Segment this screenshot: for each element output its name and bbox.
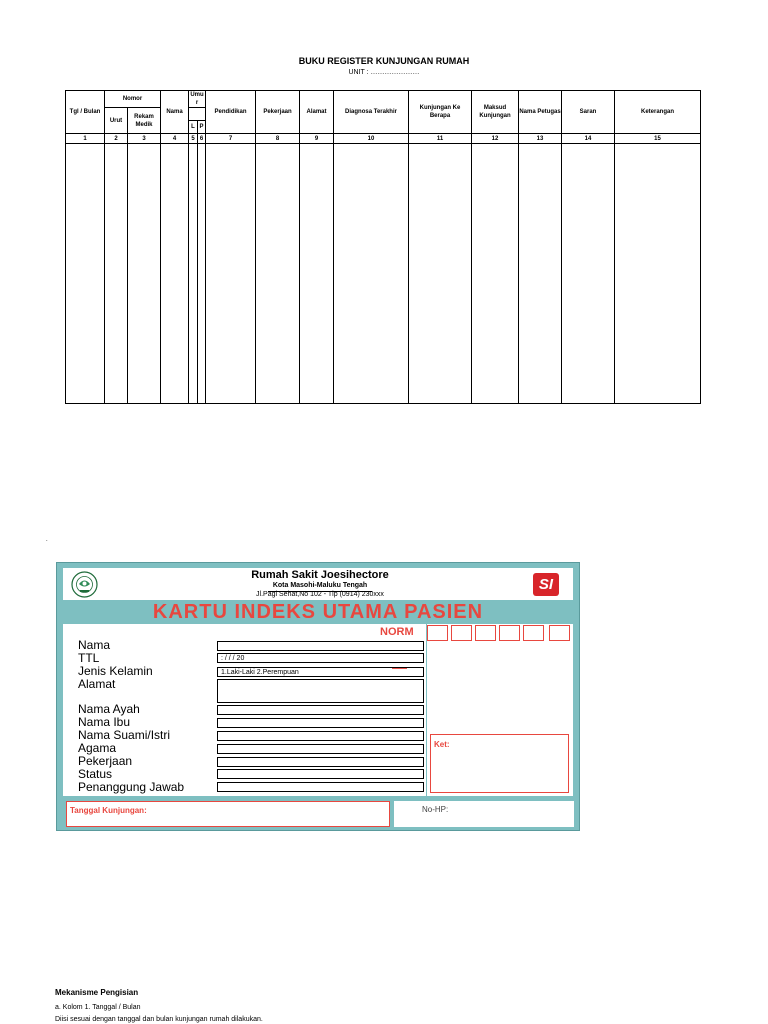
card-title: KARTU INDEKS UTAMA PASIEN xyxy=(152,601,484,623)
label-penanggung-jawab: Penanggung Jawab xyxy=(78,780,185,794)
header-umur: Umu r xyxy=(190,92,204,106)
tanggal-kunjungan-label: Tanggal Kunjungan: xyxy=(70,806,147,815)
header-nama: Nama xyxy=(161,91,189,134)
register-cell[interactable] xyxy=(562,144,615,404)
header-pekerjaan: Pekerjaan xyxy=(256,91,300,134)
column-number: 12 xyxy=(472,134,519,144)
label-pekerjaan: Pekerjaan xyxy=(78,754,133,768)
label-agama: Agama xyxy=(78,741,117,755)
ket-box[interactable] xyxy=(430,734,569,793)
register-unit: UNIT : ………………… xyxy=(348,69,420,76)
column-number: 8 xyxy=(256,134,300,144)
hospital-city: Kota Masohi-Maluku Tengah xyxy=(272,582,368,589)
column-number: 11 xyxy=(409,134,472,144)
norm-digit-box[interactable] xyxy=(451,625,472,641)
nama-suami-istri-field[interactable] xyxy=(217,731,424,741)
header-saran: Saran xyxy=(562,91,615,134)
column-number: 15 xyxy=(615,134,701,144)
column-number: 4 xyxy=(161,134,189,144)
norm-digit-box[interactable] xyxy=(523,625,544,641)
register-cell[interactable] xyxy=(66,144,105,404)
header-keterangan: Keterangan xyxy=(615,91,701,134)
label-nama-ayah: Nama Ayah xyxy=(78,702,140,716)
column-number: 2 xyxy=(105,134,128,144)
norm-label: NORM xyxy=(380,626,414,638)
ttl-field[interactable]: : / / / 20 xyxy=(217,653,424,663)
register-cell[interactable] xyxy=(189,144,198,404)
label-status: Status xyxy=(78,767,113,781)
header-tgl: Tgl / Bulan xyxy=(66,91,105,134)
agama-field[interactable] xyxy=(217,744,424,754)
column-number: 7 xyxy=(206,134,256,144)
register-cell[interactable] xyxy=(161,144,189,404)
penanggung-jawab-field[interactable] xyxy=(217,782,424,792)
instructions-line: a. Kolom 1. Tanggal / Bulan xyxy=(55,1004,141,1011)
label-nama: Nama xyxy=(78,638,111,652)
instructions-title: Mekanisme Pengisian xyxy=(55,988,139,997)
header-pendidikan: Pendidikan xyxy=(206,91,256,134)
card-divider xyxy=(426,624,427,796)
nama-ibu-field[interactable] xyxy=(217,718,424,728)
column-number-row xyxy=(66,134,701,144)
status-field[interactable] xyxy=(217,769,424,779)
column-number: 14 xyxy=(562,134,615,144)
header-petugas: Nama Petugas xyxy=(519,91,562,134)
header-p: P xyxy=(198,121,206,134)
label-jenis-kelamin: Jenis Kelamin xyxy=(78,664,153,678)
column-number: 9 xyxy=(300,134,334,144)
register-cell[interactable] xyxy=(409,144,472,404)
jenis-kelamin-field[interactable]: 1.Laki-Laki 2.Perempuan xyxy=(217,667,424,677)
column-number: 13 xyxy=(519,134,562,144)
register-title: BUKU REGISTER KUNJUNGAN RUMAH xyxy=(298,56,470,66)
label-alamat: Alamat xyxy=(78,677,116,691)
norm-digit-box[interactable] xyxy=(475,625,496,641)
register-cell[interactable] xyxy=(300,144,334,404)
column-number: 3 xyxy=(128,134,161,144)
header-alamat: Alamat xyxy=(300,91,334,134)
register-cell[interactable] xyxy=(615,144,701,404)
header-urut: Urut xyxy=(105,108,128,134)
header-rekam-medik: Rekam Medik xyxy=(128,108,161,134)
stray-dot: . xyxy=(46,537,48,543)
ket-label: Ket: xyxy=(434,740,450,749)
header-diagnosa: Diagnosa Terakhir xyxy=(334,91,409,134)
brand-logo-icon: SI xyxy=(533,573,559,596)
hospital-emblem-icon xyxy=(71,571,98,598)
register-cell[interactable] xyxy=(334,144,409,404)
norm-digit-box[interactable] xyxy=(549,625,570,641)
column-number: 1 xyxy=(66,134,105,144)
register-cell[interactable] xyxy=(198,144,206,404)
label-nama-ibu: Nama Ibu xyxy=(78,715,131,729)
register-cell[interactable] xyxy=(256,144,300,404)
norm-digit-box[interactable] xyxy=(427,625,448,641)
alamat-field[interactable] xyxy=(217,679,424,703)
header-maksud: Maksud Kunjungan xyxy=(472,91,519,134)
register-cell[interactable] xyxy=(128,144,161,404)
register-table xyxy=(65,90,701,404)
header-kunjungan: Kunjungan Ke Berapa xyxy=(409,91,472,134)
column-number: 6 xyxy=(198,134,206,144)
header-nomor: Nomor xyxy=(105,91,161,108)
register-entry-row xyxy=(66,144,701,404)
pekerjaan-field[interactable] xyxy=(217,757,424,767)
nama-ayah-field[interactable] xyxy=(217,705,424,715)
label-ttl: TTL xyxy=(78,651,100,665)
label-nama-suami-istri: Nama Suami/Istri xyxy=(78,728,171,742)
nama-field[interactable] xyxy=(217,641,424,651)
register-cell[interactable] xyxy=(206,144,256,404)
register-cell[interactable] xyxy=(105,144,128,404)
hospital-name: Rumah Sakit Joesihectore xyxy=(251,569,389,581)
header-l: L xyxy=(189,121,198,134)
column-number: 10 xyxy=(334,134,409,144)
instructions-line: Diisi sesuai dengan tanggal dan bulan kunjungan rumah dilakukan. xyxy=(55,1016,263,1023)
norm-digit-box[interactable] xyxy=(499,625,520,641)
nohp-label: No-HP: xyxy=(422,805,449,814)
header-umur-spacer xyxy=(189,108,206,121)
hospital-address: Jl.Pagi Sehat,No 102 - Tlp (0914) 230xxx xyxy=(256,591,384,598)
small-hint-mark: ▬▬▬▬▬ xyxy=(392,666,407,670)
register-cell[interactable] xyxy=(472,144,519,404)
nohp-field[interactable] xyxy=(394,801,574,827)
register-cell[interactable] xyxy=(519,144,562,404)
column-number: 5 xyxy=(189,134,198,144)
